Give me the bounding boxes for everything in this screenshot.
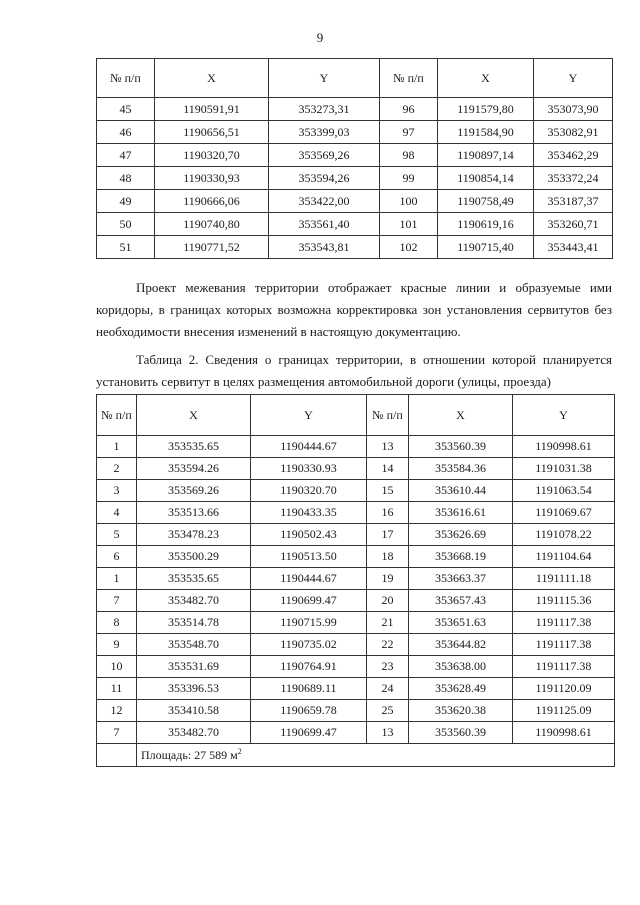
header-y: Y xyxy=(513,395,615,436)
point-number-cell: 24 xyxy=(367,678,409,700)
point-number-cell: 19 xyxy=(367,568,409,590)
table-row xyxy=(97,213,613,236)
x-coordinate-cell: 353610.44 xyxy=(409,480,513,502)
header-x: X xyxy=(438,59,534,98)
y-coordinate-cell: 353273,31 xyxy=(269,98,380,121)
point-number-cell: 21 xyxy=(367,612,409,634)
table-caption: Таблица 2. Сведения о границах территории, в отношении которой планируется установить сервитут в целях размещения автомобильной дороги (улицы, проезда) xyxy=(96,352,612,389)
table-row xyxy=(97,722,615,744)
point-number-cell: 1 xyxy=(97,436,137,458)
point-number-cell: 46 xyxy=(97,121,155,144)
x-coordinate-cell: 353657.43 xyxy=(409,590,513,612)
x-coordinate-cell: 1190715,40 xyxy=(438,236,534,259)
header-x: X xyxy=(155,59,269,98)
point-number-cell: 7 xyxy=(97,722,137,744)
point-number-cell: 17 xyxy=(367,524,409,546)
point-number-cell: 7 xyxy=(97,590,137,612)
y-coordinate-cell: 1190699.47 xyxy=(251,722,367,744)
header-number: № п/п xyxy=(97,395,137,436)
point-number-cell: 51 xyxy=(97,236,155,259)
y-coordinate-cell: 1190444.67 xyxy=(251,436,367,458)
body-paragraph: Проект межевания территории отображает красные линии и образуемые ими коридоры, в границах которых возможна корректировка зон установления сервитутов без необходимости внесения изменений в настоящую документацию. xyxy=(96,280,612,339)
point-number-cell: 45 xyxy=(97,98,155,121)
y-coordinate-cell: 1191120.09 xyxy=(513,678,615,700)
point-number-cell: 18 xyxy=(367,546,409,568)
point-number-cell: 20 xyxy=(367,590,409,612)
x-coordinate-cell: 1190619,16 xyxy=(438,213,534,236)
x-coordinate-cell: 353620.38 xyxy=(409,700,513,722)
y-coordinate-cell: 1190320.70 xyxy=(251,480,367,502)
point-number-cell: 11 xyxy=(97,678,137,700)
x-coordinate-cell: 353638.00 xyxy=(409,656,513,678)
point-number-cell: 14 xyxy=(367,458,409,480)
y-coordinate-cell: 353260,71 xyxy=(534,213,613,236)
x-coordinate-cell: 353560.39 xyxy=(409,722,513,744)
page-number: 9 xyxy=(316,30,324,45)
point-number-cell: 6 xyxy=(97,546,137,568)
x-coordinate-cell: 1190666,06 xyxy=(155,190,269,213)
x-coordinate-cell: 353396.53 xyxy=(137,678,251,700)
x-coordinate-cell: 1191584,90 xyxy=(438,121,534,144)
table-row xyxy=(97,634,615,656)
table-row xyxy=(97,502,615,524)
point-number-cell: 47 xyxy=(97,144,155,167)
table-row xyxy=(97,656,615,678)
y-coordinate-cell: 1191031.38 xyxy=(513,458,615,480)
table-row xyxy=(97,568,615,590)
x-coordinate-cell: 1190854,14 xyxy=(438,167,534,190)
point-number-cell: 8 xyxy=(97,612,137,634)
x-coordinate-cell: 353531.69 xyxy=(137,656,251,678)
area-value xyxy=(137,744,615,767)
x-coordinate-cell: 353535.65 xyxy=(137,568,251,590)
y-coordinate-cell: 1191063.54 xyxy=(513,480,615,502)
table-row xyxy=(97,167,613,190)
y-coordinate-cell: 1191117.38 xyxy=(513,634,615,656)
y-coordinate-cell: 1190513.50 xyxy=(251,546,367,568)
area-row xyxy=(97,744,615,767)
x-coordinate-cell: 353548.70 xyxy=(137,634,251,656)
y-coordinate-cell: 1191117.38 xyxy=(513,612,615,634)
x-coordinate-cell: 353410.58 xyxy=(137,700,251,722)
table-row xyxy=(97,524,615,546)
y-coordinate-cell: 353443,41 xyxy=(534,236,613,259)
y-coordinate-cell: 353569,26 xyxy=(269,144,380,167)
point-number-cell: 13 xyxy=(367,722,409,744)
x-coordinate-cell: 353594.26 xyxy=(137,458,251,480)
point-number-cell: 13 xyxy=(367,436,409,458)
area-unit-superscript: 2 xyxy=(237,747,242,756)
x-coordinate-cell: 353668.19 xyxy=(409,546,513,568)
y-coordinate-cell: 1190998.61 xyxy=(513,436,615,458)
x-coordinate-cell: 353513.66 xyxy=(137,502,251,524)
x-coordinate-cell: 1191579,80 xyxy=(438,98,534,121)
y-coordinate-cell: 353543,81 xyxy=(269,236,380,259)
x-coordinate-cell: 353626.69 xyxy=(409,524,513,546)
y-coordinate-cell: 1191125.09 xyxy=(513,700,615,722)
x-coordinate-cell: 353651.63 xyxy=(409,612,513,634)
table-row xyxy=(97,480,615,502)
y-coordinate-cell: 1191069.67 xyxy=(513,502,615,524)
x-coordinate-cell: 353482.70 xyxy=(137,590,251,612)
point-number-cell: 12 xyxy=(97,700,137,722)
x-coordinate-cell: 1190330,93 xyxy=(155,167,269,190)
x-coordinate-cell: 1190758,49 xyxy=(438,190,534,213)
y-coordinate-cell: 1190330.93 xyxy=(251,458,367,480)
header-y: Y xyxy=(534,59,613,98)
table-row xyxy=(97,436,615,458)
y-coordinate-cell: 353372,24 xyxy=(534,167,613,190)
point-number-cell: 4 xyxy=(97,502,137,524)
point-number-cell: 50 xyxy=(97,213,155,236)
table-row xyxy=(97,190,613,213)
header-x: X xyxy=(409,395,513,436)
point-number-cell: 96 xyxy=(380,98,438,121)
y-coordinate-cell: 353561,40 xyxy=(269,213,380,236)
y-coordinate-cell: 1191104.64 xyxy=(513,546,615,568)
x-coordinate-cell: 1190591,91 xyxy=(155,98,269,121)
table-row xyxy=(97,678,615,700)
header-number: № п/п xyxy=(380,59,438,98)
point-number-cell: 5 xyxy=(97,524,137,546)
point-number-cell: 16 xyxy=(367,502,409,524)
table-row xyxy=(97,458,615,480)
y-coordinate-cell: 1190502.43 xyxy=(251,524,367,546)
x-coordinate-cell: 353628.49 xyxy=(409,678,513,700)
table-header-row xyxy=(97,59,613,98)
y-coordinate-cell: 1190998.61 xyxy=(513,722,615,744)
point-number-cell: 98 xyxy=(380,144,438,167)
y-coordinate-cell: 1191117.38 xyxy=(513,656,615,678)
point-number-cell: 101 xyxy=(380,213,438,236)
y-coordinate-cell: 353073,90 xyxy=(534,98,613,121)
y-coordinate-cell: 353594,26 xyxy=(269,167,380,190)
table-row xyxy=(97,236,613,259)
y-coordinate-cell: 353422,00 xyxy=(269,190,380,213)
x-coordinate-cell: 353514.78 xyxy=(137,612,251,634)
header-x: X xyxy=(137,395,251,436)
y-coordinate-cell: 353462,29 xyxy=(534,144,613,167)
table-row xyxy=(97,700,615,722)
point-number-cell: 15 xyxy=(367,480,409,502)
y-coordinate-cell: 353187,37 xyxy=(534,190,613,213)
table-row xyxy=(97,144,613,167)
x-coordinate-cell: 1190740,80 xyxy=(155,213,269,236)
x-coordinate-cell: 353644.82 xyxy=(409,634,513,656)
x-coordinate-cell: 1190897,14 xyxy=(438,144,534,167)
x-coordinate-cell: 353569.26 xyxy=(137,480,251,502)
header-number: № п/п xyxy=(367,395,409,436)
x-coordinate-cell: 353535.65 xyxy=(137,436,251,458)
point-number-cell: 22 xyxy=(367,634,409,656)
area-label: Площадь: 27 589 м xyxy=(141,748,238,762)
table-row xyxy=(97,121,613,144)
x-coordinate-cell: 353482.70 xyxy=(137,722,251,744)
point-number-cell: 49 xyxy=(97,190,155,213)
point-number-cell: 48 xyxy=(97,167,155,190)
header-number: № п/п xyxy=(97,59,155,98)
y-coordinate-cell: 1191078.22 xyxy=(513,524,615,546)
point-number-cell: 99 xyxy=(380,167,438,190)
servitude-boundary-table xyxy=(96,394,615,767)
y-coordinate-cell: 353082,91 xyxy=(534,121,613,144)
x-coordinate-cell: 353478.23 xyxy=(137,524,251,546)
x-coordinate-cell: 353616.61 xyxy=(409,502,513,524)
point-number-cell: 25 xyxy=(367,700,409,722)
y-coordinate-cell: 1190715.99 xyxy=(251,612,367,634)
x-coordinate-cell: 353584.36 xyxy=(409,458,513,480)
coordinates-table-continued xyxy=(96,58,613,259)
y-coordinate-cell: 1190689.11 xyxy=(251,678,367,700)
x-coordinate-cell: 353500.29 xyxy=(137,546,251,568)
y-coordinate-cell: 1190699.47 xyxy=(251,590,367,612)
table-row xyxy=(97,546,615,568)
x-coordinate-cell: 353663.37 xyxy=(409,568,513,590)
y-coordinate-cell: 1190433.35 xyxy=(251,502,367,524)
point-number-cell: 9 xyxy=(97,634,137,656)
x-coordinate-cell: 1190656,51 xyxy=(155,121,269,144)
y-coordinate-cell: 1191115.36 xyxy=(513,590,615,612)
table-header-row xyxy=(97,395,615,436)
y-coordinate-cell: 1190444.67 xyxy=(251,568,367,590)
table-row xyxy=(97,612,615,634)
point-number-cell: 23 xyxy=(367,656,409,678)
x-coordinate-cell: 1190320,70 xyxy=(155,144,269,167)
point-number-cell: 97 xyxy=(380,121,438,144)
header-y: Y xyxy=(269,59,380,98)
y-coordinate-cell: 1190764.91 xyxy=(251,656,367,678)
y-coordinate-cell: 1190735.02 xyxy=(251,634,367,656)
y-coordinate-cell: 1191111.18 xyxy=(513,568,615,590)
table-row xyxy=(97,590,615,612)
point-number-cell: 2 xyxy=(97,458,137,480)
point-number-cell: 1 xyxy=(97,568,137,590)
y-coordinate-cell: 1190659.78 xyxy=(251,700,367,722)
point-number-cell: 10 xyxy=(97,656,137,678)
x-coordinate-cell: 1190771,52 xyxy=(155,236,269,259)
area-row-spacer xyxy=(97,744,137,767)
table-row xyxy=(97,98,613,121)
x-coordinate-cell: 353560.39 xyxy=(409,436,513,458)
header-y: Y xyxy=(251,395,367,436)
point-number-cell: 3 xyxy=(97,480,137,502)
y-coordinate-cell: 353399,03 xyxy=(269,121,380,144)
point-number-cell: 100 xyxy=(380,190,438,213)
point-number-cell: 102 xyxy=(380,236,438,259)
